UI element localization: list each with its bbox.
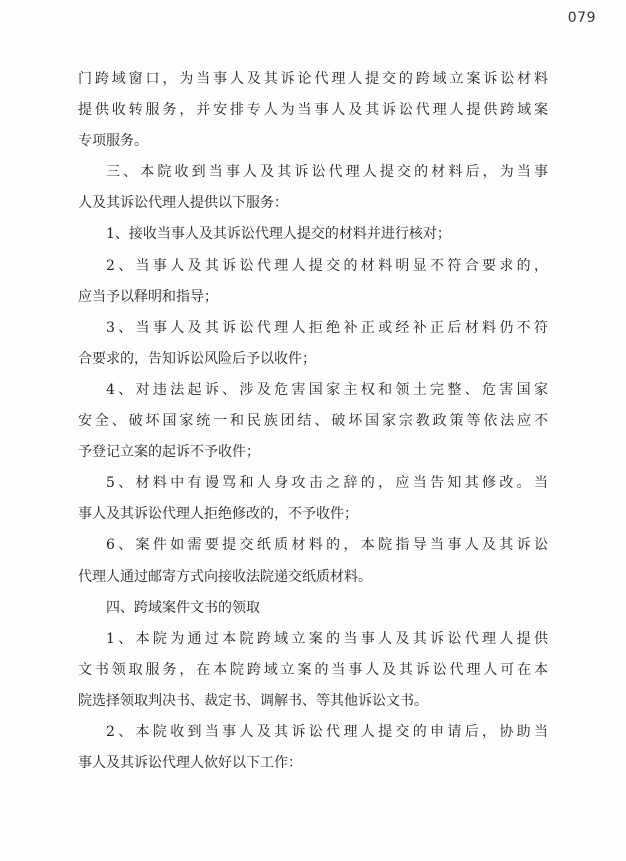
text-line: 人及其诉讼代理人提供以下服务： [78, 195, 288, 212]
text-line: 安全、破坏国家统一和民族团结、破坏国家宗教政策等依法应不 [78, 413, 548, 430]
text-line: 提供收转服务，并安排专人为当事人及其诉讼代理人提供跨域案 [78, 102, 548, 119]
document-body [78, 64, 548, 779]
text-line: 2、本院收到当事人及其诉讼代理人提交的申请后，协助当 [106, 723, 548, 740]
text-line: 院选择领取判决书、裁定书、调解书、等其他诉讼文书。 [78, 692, 428, 709]
text-line: 专项服务。 [78, 133, 148, 150]
text-line: 门跨域窗口，为当事人及其诉论代理人提交的跨域立案诉讼材料 [78, 71, 548, 87]
text-line: 文书领取服务，在本院跨域立案的当事人及其诉讼代理人可在本 [78, 661, 548, 678]
page-number: 079 [567, 10, 596, 26]
text-line: 予登记立案的起诉不予收件； [78, 444, 260, 461]
text-line: 合要求的，告知诉讼风险后予以收件； [78, 350, 316, 367]
section-heading: 四、跨域案件文书的领取 [106, 599, 260, 616]
text-line: 事人及其诉讼代理人拒绝修改的，不予收件； [78, 506, 358, 523]
text-line: 2、当事人及其诉讼代理人提交的材料明显不符合要求的， [106, 257, 548, 274]
text-line: 事人及其诉讼代理人佽好以下工作： [78, 755, 302, 772]
text-line: 6、案件如需要提交纸质材料的，本院指导当事人及其诉讼 [106, 537, 548, 554]
text-line: 1、本院为通过本院跨域立案的当事人及其诉讼代理人提供 [106, 630, 548, 647]
text-line: 代理人通过邮寄方式向接收法院递交纸质材料。 [78, 568, 372, 585]
text-line: 3、当事人及其诉讼代理人拒绝补正或经补正后材料仍不符 [106, 319, 548, 336]
text-line: 5、材料中有谩骂和人身攻击之辞的，应当告知其修改。当 [106, 475, 548, 492]
text-line: 4、对违法起诉、涉及危害国家主权和领土完整、危害国家 [106, 381, 548, 398]
text-line: 三、本院收到当事人及其诉讼代理人提交的材料后，为当事 [106, 164, 548, 181]
text-line: 应当予以释明和指导； [78, 288, 218, 305]
text-line: 1、接收当事人及其诉讼代理人提交的材料并进行核对； [106, 226, 451, 243]
